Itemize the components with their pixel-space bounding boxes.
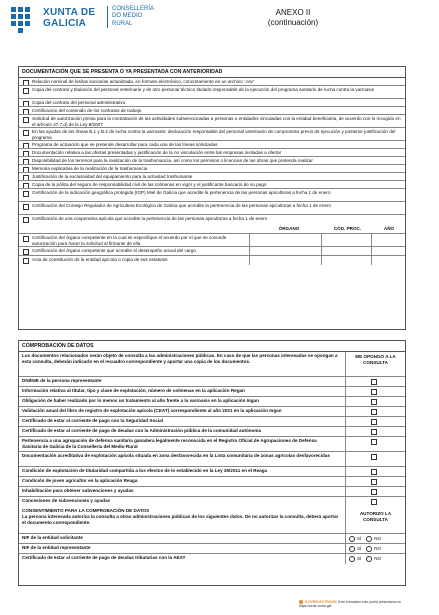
doc-label: Certificación del órgano competente en la cual se especifique el acuerdo por el que se concede autorización para hacer la solicitud al firmante de ella (32, 235, 227, 246)
no-label: NO (374, 556, 382, 562)
doc-checkbox[interactable] (23, 236, 29, 242)
column-divider (345, 467, 346, 476)
cod-proc-field[interactable] (322, 234, 371, 246)
col-cod-proc: CÓD. PROC. (333, 226, 362, 231)
yes-radio[interactable] (349, 536, 355, 542)
doc-row (19, 173, 405, 181)
check-label: Inhabilitación para obtener subvenciones y ayudas (22, 488, 134, 493)
doc-row (19, 215, 405, 224)
doc-checkbox[interactable] (23, 204, 29, 210)
yes-no-group (349, 556, 386, 562)
column-divider (345, 437, 346, 451)
doc-row (19, 181, 405, 189)
check-label: Certificado de estar al corriente de pago de deudas con la Administración pública de la comunidad autónoma (22, 428, 262, 433)
doc-checkbox[interactable] (23, 258, 29, 264)
doc-label: Certificación del contenido de los contratos de trabajo (32, 108, 142, 113)
column-divider (345, 452, 346, 466)
no-radio[interactable] (366, 546, 372, 552)
check-row (19, 407, 405, 417)
doc-label: Certificación del órgano competente que acredite el desempeño actual del cargo (32, 248, 196, 253)
organo-field[interactable] (250, 247, 321, 255)
consent-item-row (19, 544, 405, 554)
check-label: Concesiones de subvenciones y ayudas (22, 498, 111, 503)
column-divider (345, 407, 346, 416)
column-divider (345, 554, 346, 564)
column-divider (345, 377, 346, 386)
doc-row (19, 202, 405, 215)
oppose-checkbox[interactable] (371, 429, 377, 435)
consent-title: CONSENTIMIENTO PARA LA COMPROBACIÓN DE DATOS (22, 508, 150, 513)
check-label: DNI/NIE de la persona representante (22, 378, 102, 383)
column-divider (345, 477, 346, 486)
yes-no-group (349, 546, 386, 552)
oppose-checkbox[interactable] (371, 489, 377, 495)
doc-label: Justificación de la exclusividad del equipamiento para la actividad trashumante (32, 174, 193, 179)
ano-field[interactable] (372, 247, 404, 255)
column-divider (345, 544, 346, 553)
check-label: Información relativa al titular, tipo y clase de explotación, número de colmenas en la aplicación Regan (22, 388, 245, 393)
col-ano: AÑO (383, 226, 395, 231)
data-check-section (18, 340, 406, 586)
doc-label: Certificación de una cooperativa apícola que acredite la pertenencia de las personas apicultoras a fecha 1 de enero (32, 216, 268, 221)
col-organo: ÓRGANO (278, 226, 300, 231)
doc-row (19, 189, 405, 202)
doc-row (19, 86, 405, 99)
oppose-checkbox[interactable] (371, 389, 377, 395)
authorize-header: AUTORIZO LA CONSULTA (359, 511, 392, 522)
check-label: Documentación acreditativa de explotación apícola situada en zona desfavorecida en la Lista comunitaria de zonas agrícolas desfavorecidas (22, 453, 330, 458)
doc-checkbox[interactable] (23, 88, 29, 94)
check-label: Obligación de haber realizado por lo menos un tratamiento al año frente a la varroasis en la aplicación Ingan (22, 398, 259, 403)
doc-label: Programa de actuación que se pretende desarrollar para cada una de las líneas solicitadas (32, 142, 218, 147)
check-label: Condición de explotación de titularidad compartida a los efectos de lo establecido en la Ley 35/2011 en el Reaga (22, 468, 268, 473)
column-divider (345, 352, 346, 376)
yes-radio[interactable] (349, 546, 355, 552)
consent-item-row (19, 534, 405, 544)
footer (299, 600, 429, 608)
ano-field[interactable] (372, 234, 404, 246)
check-row (19, 477, 405, 487)
header (10, 6, 432, 46)
ano-field[interactable] (372, 256, 404, 265)
data-check-list (19, 377, 405, 507)
column-divider (345, 497, 346, 507)
footer-text: Este formulario solo podrá presentarse en https://sede.xunta.gal (299, 600, 402, 609)
doc-row (19, 99, 405, 107)
documentation-list-2 (19, 234, 405, 265)
check-row (19, 377, 405, 387)
consent-item-label: NIF de la entidad solicitante (22, 535, 83, 540)
column-divider (345, 397, 346, 406)
consent-text: La persona interesada autoriza la consulta a otras administraciones públicas de los siguientes datos. De no autorizar la consulta, deberá aportar el documento correspondiente. (22, 514, 339, 525)
column-divider (345, 507, 346, 533)
doc-checkbox[interactable] (23, 217, 29, 223)
cod-proc-field[interactable] (322, 247, 371, 255)
consent-item-label: NIF de la entidad representante (22, 545, 91, 550)
column-divider (345, 387, 346, 396)
annex-sublabel: (continuación) (267, 18, 319, 27)
check-row (19, 487, 405, 497)
check-row (19, 437, 405, 452)
doc-row (19, 165, 405, 173)
column-divider (345, 487, 346, 496)
doc-label: Copia del contrato del personal administrativo (32, 100, 126, 105)
organo-field[interactable] (250, 234, 321, 246)
doc-label: Solicitud de autorización previa para la contratación de las actividades subvencionadas a personas o entidades vinculadas con la entidad beneficiaria, de acuerdo con lo recogido en el artículo 27.7.d) de la Ley 9/2007 (32, 116, 401, 127)
documentation-section (18, 66, 406, 330)
yes-no-group (349, 536, 386, 542)
organo-field[interactable] (250, 256, 321, 265)
yes-radio[interactable] (349, 556, 355, 562)
oppose-checkbox[interactable] (371, 379, 377, 385)
doc-row-with-codes (19, 256, 405, 265)
annex-label: ANEXO II (275, 8, 311, 17)
doc-row (19, 115, 405, 128)
oppose-checkbox[interactable] (371, 409, 377, 415)
doc-checkbox[interactable] (23, 249, 29, 255)
doc-row (19, 78, 405, 86)
doc-label: Acta de constitución de la entidad apícola o copia de sus estatutos (32, 257, 168, 262)
intro-row (19, 352, 405, 377)
section-title: DOCUMENTACIÓN QUE SE PRESENTA O YA PRESENTADA CON ANTERIORIDAD (19, 67, 405, 78)
yes-label: SÍ (357, 546, 362, 552)
doc-row-with-codes (19, 234, 405, 247)
no-label: NO (374, 546, 382, 552)
check-label: Pertenencia a una agrupación de defensa sanitaria ganadera legalmente reconocida en el Registro Oficial de Agrupaciones de Defensa Sanitaria de Galicia de la Consellería del Medio Rural (22, 438, 317, 449)
column-divider (345, 417, 346, 426)
xunta-logo-icon (10, 6, 38, 36)
check-row (19, 397, 405, 407)
check-label: Certificado de estar al corriente de pago con la Seguridad Social (22, 418, 163, 423)
consent-item-row (19, 554, 405, 564)
consent-row (19, 507, 405, 534)
doc-row (19, 149, 405, 157)
yes-label: SÍ (357, 556, 362, 562)
oppose-checkbox[interactable] (371, 479, 377, 485)
check-row (19, 417, 405, 427)
column-divider (345, 427, 346, 436)
no-label: NO (374, 536, 382, 542)
doc-checkbox[interactable] (23, 117, 29, 123)
oppose-checkbox[interactable] (371, 454, 377, 460)
consent-list (19, 534, 405, 564)
column-divider (345, 534, 346, 543)
doc-label: En las ayudas de las líneas B.1 y B.2 de lucha contra la varroasis: declaración responsable del personal veterinario de compromiso previo de ejecución y posterior justificación del programa (32, 129, 396, 140)
doc-row (19, 107, 405, 115)
consent-item-label: Certificado de estar al corriente de pago de deudas tributarias con la AEAT (22, 555, 186, 560)
doc-label: Copia del contrato y titulación del personal veterinario y de otro personal técnico titulado responsable de la ejecución del programa sanitario de lucha contra la varroasis (32, 87, 374, 92)
doc-label: Copia de la póliza del seguro de responsabilidad civil de las colmenas en vigor y el justificante bancario de su pago (32, 182, 267, 187)
check-row (19, 497, 405, 507)
doc-label: Certificación del Consejo Regulador de Agricultura Ecológica de Galicia que acredite la pertenencia de las personas apicultoras a fecha 1 de enero (32, 203, 332, 208)
yes-label: SÍ (357, 536, 362, 542)
doc-label: Disponibilidad de los terrenos para la realización de la trashumancia, así como los permisos o licencias de las obras que pretenda realizar (32, 158, 313, 163)
oppose-header: ME OPONGO A LA CONSULTA (355, 354, 396, 365)
check-label: Condición de joven agricultor en la aplicación Reaga (22, 478, 138, 483)
oppose-checkbox[interactable] (371, 419, 377, 425)
check-row (19, 387, 405, 397)
check-row (19, 427, 405, 437)
column-headers (19, 224, 405, 234)
logo-name: XUNTA DE GALICIA (43, 7, 96, 29)
doc-checkbox[interactable] (23, 191, 29, 197)
documentation-list (19, 78, 405, 224)
doc-row-with-codes (19, 247, 405, 256)
no-radio[interactable] (366, 536, 372, 542)
oppose-checkbox[interactable] (371, 439, 377, 445)
doc-row (19, 141, 405, 149)
check-label: Validación anual del libro de registro de explotación apícola (CEAT) correspondiente al año 2021 en la aplicación Ingan (22, 408, 282, 413)
no-radio[interactable] (366, 556, 372, 562)
check-row (19, 467, 405, 477)
oppose-checkbox[interactable] (371, 499, 377, 505)
intro-text: Los documentos relacionados serán objeto de consulta a las administraciones públicas. En caso de que las personas interesadas se opongan a esta consulta, deberán indicarlo en el recuadro correspondiente y aportar una copia de los documentos. (22, 353, 338, 364)
footer-brand: ILOVEELECTRONIC (305, 600, 338, 604)
cod-proc-field[interactable] (322, 256, 371, 265)
doc-checkbox[interactable] (23, 130, 29, 136)
oppose-checkbox[interactable] (371, 399, 377, 405)
doc-label: Documentación relativa a las ofertas presentadas y justificación de la no vinculación entre las empresas invitadas a ofertar (32, 150, 282, 155)
conselleria-name: CONSELLERÍA DO MEDIO RURAL (107, 6, 164, 28)
annex-title (258, 8, 328, 28)
check-row (19, 452, 405, 467)
doc-label: Memoria explicativa de la realización de la trashumancia (32, 166, 148, 171)
doc-row (19, 157, 405, 165)
doc-label: Relación nominal de los/las socios/as actualizada, en formato electrónico, concretamente en un archivo '.csv' (32, 79, 254, 84)
section-title-2: COMPROBACIÓN DE DATOS (19, 341, 405, 352)
oppose-checkbox[interactable] (371, 469, 377, 475)
doc-row (19, 128, 405, 141)
doc-label: Certificación de la indicación geográfica protegida (IGP) Miel de Galicia que acredite la pertenencia de las personas apicultoras a fecha 1 de enero (32, 190, 331, 195)
